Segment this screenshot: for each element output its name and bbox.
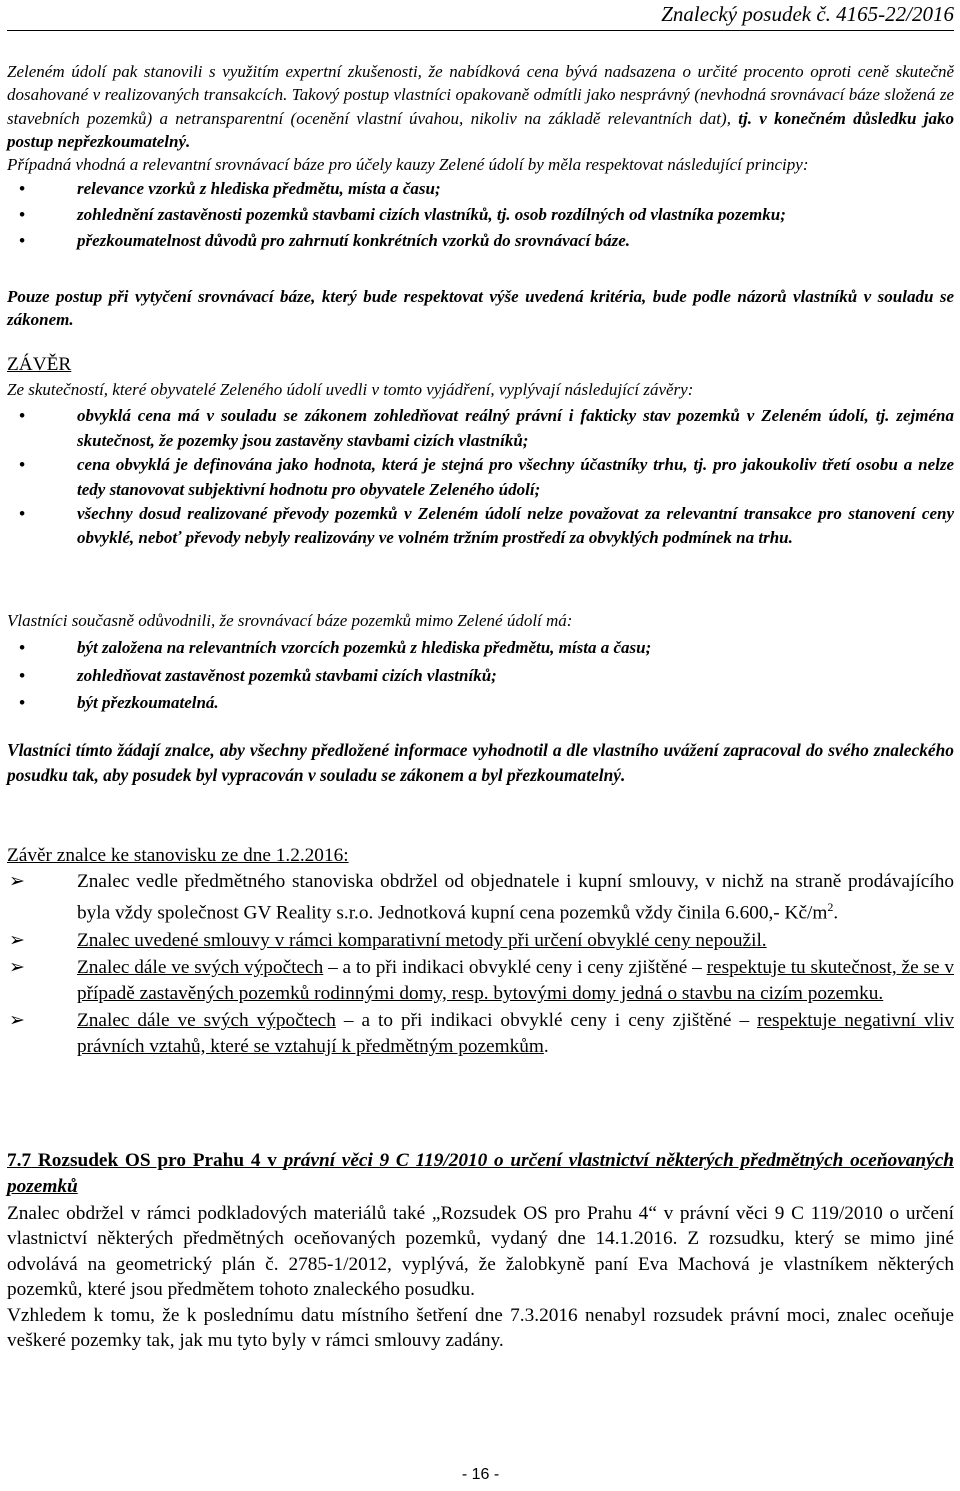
zaver-intro: Ze skutečností, které obyvatelé Zeleného údolí uvedli v tomto vyjádření, vyplývají následující závěry: bbox=[7, 380, 694, 400]
base-section bbox=[7, 608, 954, 717]
header-rule bbox=[7, 30, 954, 31]
list-item: ➢ Znalec dále ve svých výpočtech – a to při indikaci obvyklé ceny i ceny zjištěné – respektuje tu skutečnost, že se v případě zastavěných pozemků rodinnými domy, resp. bytovými domy jedná o stavbu na cizím pozemku. bbox=[9, 957, 955, 1004]
paragraph-principles-intro: Případná vhodná a relevantní srovnávací báze pro účely kauzy Zelené údolí by měla respektovat následující principy: bbox=[7, 155, 809, 175]
list-item: ➢ Znalec uvedené smlouvy v rámci komparativní metody při určení obvyklé ceny nepoužil. bbox=[9, 929, 767, 951]
page-number: - 16 - bbox=[461, 1466, 500, 1483]
paragraph-only-method: Pouze postup při vytyčení srovnávací báze, který bude respektovat výše uvedená kritéria, bude podle názorů vlastníků v souladu se zákonem. bbox=[7, 287, 954, 330]
expert-conclusion bbox=[7, 843, 954, 1059]
zaver-section bbox=[7, 352, 954, 551]
list-item: • být přezkoumatelná. bbox=[19, 693, 219, 712]
list-item: • zohledňovat zastavěnost pozemků stavbami cizích vlastníků; bbox=[19, 665, 497, 685]
list-item: • cena obvyklá je definována jako hodnota, která je stejná pro všechny účastníky trhu, tj. pro jakoukoliv třetí osobu a nelze tedy stanovovat subjektivní hodnotu pro obyvatele Zeleného údolí; bbox=[19, 455, 954, 499]
zaver-title: ZÁVĚR bbox=[7, 354, 72, 375]
list-item: ➢ Znalec vedle předmětného stanoviska obdržel od objednatele i kupní smlouvy, v nichž na straně prodávajícího byla vždy společnost GV Reality s.r.o. Jednotková kupní cena pozemků vždy činila 6.600,- $Kč/m^2$. bbox=[9, 871, 954, 924]
principles-list bbox=[7, 176, 954, 254]
list-item: • relevance vzorků z hlediska předmětu, místa a času; bbox=[19, 179, 441, 199]
section-paragraph-2: Vzhledem k tomu, že k poslednímu datu místního šetření dne 7.3.2016 nenabyl rozsudek právní moci, znalec oceňuje veškeré pozemky tak, jak mu tyto byly v rámci smlouvy zadány. bbox=[7, 1304, 954, 1352]
section-paragraph-1: Znalec obdržel v rámci podkladových materiálů také „Rozsudek OS pro Prahu 4“ v právní věci 9 C 119/2010 o určení vlastnictví některých předmětných oceňovaných pozemků, vydaný dne 14.1.2016. Z rozsudku, který se mimo jiné odvolává na geometrický plán č. 2785-1/2012, vyplývá, že žalobkyně paní Eva Machová je vlastníkem některých pozemků, které jsou předmětem tohoto znaleckého posudku. bbox=[7, 1202, 954, 1301]
base-intro: Vlastníci současně odůvodnili, že srovnávací báze pozemků mimo Zelené údolí má: bbox=[7, 611, 573, 630]
list-item: • být založena na relevantních vzorcích pozemků z hlediska předmětu, místa a času; bbox=[19, 638, 652, 657]
list-item: ➢ Znalec dále ve svých výpočtech – a to při indikaci obvyklé ceny i ceny zjištěné – respektuje negativní vliv právních vztahů, které se vztahují k předmětným pozemkům. bbox=[9, 1010, 955, 1057]
paragraph-prior-method: Zeleném údolí pak stanovili s využitím expertní zkušenosti, že nabídková cena bývá nadsazena o určité procento oproti ceně skutečně dosahované v realizovaných transakcích. Takový postup vlastníci opakovaně odmítli jako nesprávný (nevhodná srovnávací báze složená ze stavebních pozemků) a netransparentní (ocenění vlastní úvahou, nikoliv na základě relevantních dat), tj. v konečném důsledku jako postup nepřezkoumatelný. bbox=[7, 62, 954, 151]
conclusion-title: Závěr znalce ke stanovisku ze dne 1.2.2016: bbox=[7, 845, 349, 866]
owners-argument bbox=[7, 60, 954, 254]
zaver-list bbox=[7, 404, 954, 550]
list-item: • zohlednění zastavěnosti pozemků stavbami cizích vlastníků, tj. osob rozdílných od vlastníka pozemku; bbox=[19, 205, 786, 225]
section-7-7 bbox=[7, 1148, 954, 1354]
conclusion-list bbox=[7, 869, 954, 1059]
list-item: • přezkoumatelnost důvodů pro zahrnutí konkrétních vzorků do srovnávací báze. bbox=[19, 231, 631, 251]
owners-request: Vlastníci tímto žádají znalce, aby všechny předložené informace vyhodnotil a dle vlastního uvážení zapracoval do svého znaleckého posudku tak, aby posudek byl vypracován v souladu se zákonem a byl přezkoumatelný. bbox=[7, 740, 954, 785]
list-item: • všechny dosud realizované převody pozemků v Zeleném údolí nelze považovat za relevantní transakce pro stanovení ceny obvyklé, neboť převody nebyly realizovány ve volném tržním prostředí za obvyklých podmínek na trhu. bbox=[19, 503, 954, 548]
base-list bbox=[7, 634, 954, 717]
section-heading: 7.7 Rozsudek OS pro Prahu 4 v právní věci 9 C 119/2010 o určení vlastnictví některých předmětných oceňovaných pozemků bbox=[7, 1150, 954, 1198]
list-item: • obvyklá cena má v souladu se zákonem zohledňovat reálný právní i fakticky stav pozemků v Zeleném údolí, tj. zejména skutečnost, že pozemky jsou zastavěny stavbami cizích vlastníků; bbox=[19, 406, 954, 450]
page-header: Znalecký posudek č. 4165-22/2016 bbox=[661, 2, 954, 26]
